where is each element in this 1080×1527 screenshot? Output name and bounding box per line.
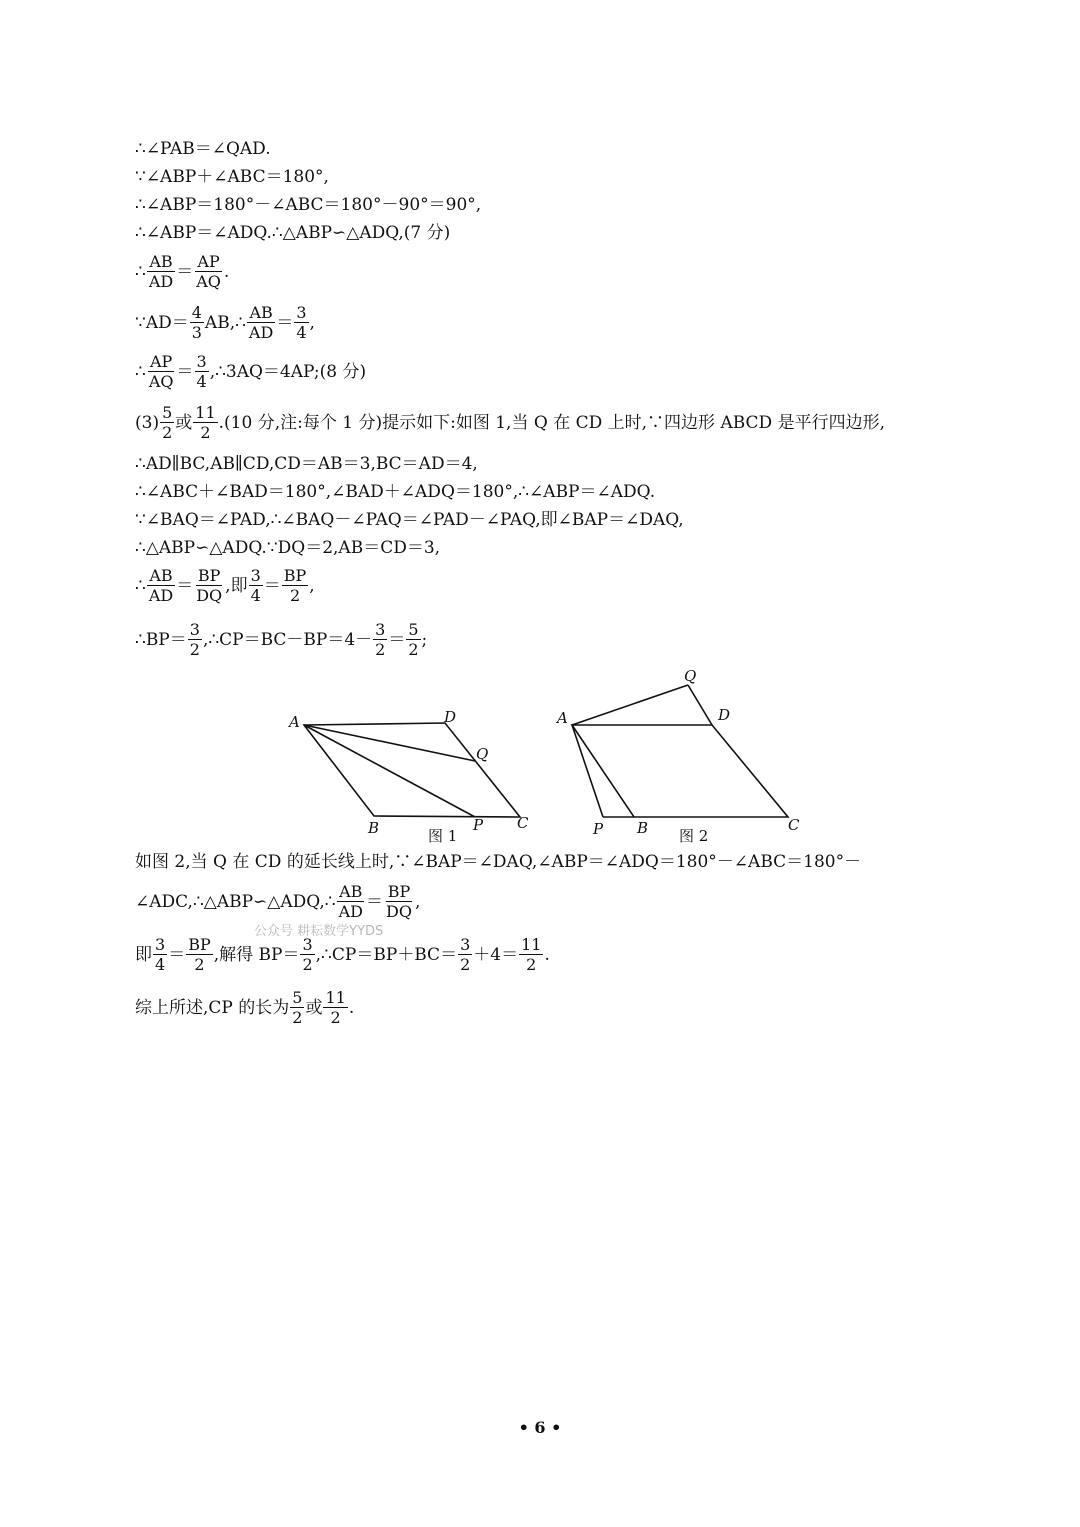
fraction: $\frac{3}{2}$: [189, 620, 200, 659]
solution-line-5: ∴ $\frac{AB}{AD}$ ＝ $\frac{AP}{AQ}$ .: [135, 252, 230, 291]
geometry-figures: [280, 662, 840, 852]
fig1-caption: 图 1: [428, 827, 458, 845]
figure-1-lines: [304, 723, 520, 817]
fig2-label-a: A: [557, 709, 568, 727]
fraction: $\frac{BP}{DQ}$: [196, 566, 223, 605]
fig1-label-q: Q: [476, 745, 489, 763]
fraction: $\frac{3}{2}$: [375, 620, 386, 659]
fraction: $\frac{3}{4}$: [196, 352, 207, 391]
fraction: $\frac{BP}{2}$: [283, 566, 307, 605]
solution-line-9: ∴AD∥BC,AB∥CD,CD＝AB＝3,BC＝AD＝4,: [135, 454, 478, 474]
fraction: $\frac{5}{2}$: [162, 403, 173, 442]
fig1-label-p: P: [473, 816, 484, 834]
fraction: $\frac{11}{2}$: [521, 935, 542, 974]
fraction: $\frac{AB}{AD}$: [338, 882, 363, 921]
solution-line-6: ∵AD＝ $\frac{4}{3}$ AB,∴ $\frac{AB}{AD}$ ＝ $\frac{3}{4}$ ,: [135, 303, 315, 342]
fraction: $\frac{3}{4}$: [250, 566, 261, 605]
solution-line-4: ∴∠ABP＝∠ADQ.∴△ABP∽△ADQ,(7 分): [135, 223, 451, 243]
page-number: • 6 •: [518, 1418, 562, 1437]
fraction: $\frac{11}{2}$: [325, 988, 346, 1027]
fig1-parallelogram-abcd: [304, 723, 520, 817]
solution-line-11: ∵∠BAQ＝∠PAD,∴∠BAQ－∠PAQ＝∠PAD－∠PAQ,即∠BAP＝∠DAQ,: [135, 510, 684, 530]
fraction: $\frac{BP}{DQ}$: [385, 882, 412, 921]
solution-line-14: ∴BP＝ $\frac{3}{2}$ ,∴CP＝BC－BP＝4－ $\frac{3}{2}$ ＝ $\frac{5}{2}$ ;: [135, 620, 428, 659]
fig1-segment-aq: [304, 725, 475, 761]
solution-line-2: ∵∠ABP＋∠ABC＝180°,: [135, 167, 329, 187]
fig2-label-b: B: [637, 819, 649, 837]
solution-line-13: ∴ $\frac{AB}{AD}$ ＝ $\frac{BP}{DQ}$ ,即 $\frac{3}{4}$ ＝ $\frac{BP}{2}$ ,: [135, 566, 315, 605]
fig2-caption: 图 2: [679, 827, 709, 845]
fig2-label-p: P: [593, 820, 604, 838]
figure-2-lines: [572, 685, 788, 817]
fraction: $\frac{AB}{AD}$: [148, 252, 174, 291]
solution-line-12: ∴△ABP∽△ADQ.∵DQ＝2,AB＝CD＝3,: [135, 538, 441, 558]
fraction: $\frac{AP}{AQ}$: [148, 352, 174, 391]
figure-2-labels: [555, 667, 800, 845]
fraction: $\frac{BP}{2}$: [188, 935, 211, 974]
fig2-label-c: C: [788, 816, 800, 834]
fraction: $\frac{AP}{AQ}$: [196, 252, 221, 291]
fig2-parallelogram-abcd: [572, 725, 788, 817]
solution-line-3: ∴∠ABP＝180°－∠ABC＝180°－90°＝90°,: [135, 195, 482, 215]
fig1-label-a: A: [289, 713, 300, 731]
fig1-label-c: C: [517, 814, 529, 832]
solution-line-10: ∴∠ABC＋∠BAD＝180°,∠BAD＋∠ADQ＝180°,∴∠ABP＝∠ADQ.: [135, 482, 656, 502]
fraction: $\frac{AB}{AD}$: [148, 566, 174, 605]
solution-line-18: 综上所述,CP 的长为 $\frac{5}{2}$ 或 $\frac{11}{2}$ .: [135, 988, 355, 1027]
fraction: $\frac{5}{2}$: [292, 988, 303, 1027]
fraction: $\frac{5}{2}$: [408, 620, 419, 659]
fraction: $\frac{3}{2}$: [302, 935, 313, 974]
fig2-label-d: D: [718, 706, 731, 724]
fraction: $\frac{4}{3}$: [191, 303, 202, 342]
fig1-label-b: B: [368, 819, 380, 837]
parallelogram-diagrams: [280, 662, 840, 852]
solution-line-8: (3) $\frac{5}{2}$ 或 $\frac{11}{2}$ .(10 分,注:每个 1 分)提示如下:如图 1,当 Q 在 CD 上时,∵四边形 ABCD 是平行四边形,: [135, 403, 885, 442]
solution-line-16: ∠ADC,∴△ABP∽△ADQ,∴ $\frac{AB}{AD}$ ＝ $\frac{BP}{DQ}$ ,: [135, 882, 421, 921]
watermark: 公众号 耕耘数学YYDS: [254, 924, 384, 939]
fraction: $\frac{AB}{AD}$: [248, 303, 274, 342]
fraction: $\frac{11}{2}$: [195, 403, 216, 442]
fig1-label-d: D: [444, 708, 457, 726]
solution-line-7: ∴ $\frac{AP}{AQ}$ ＝ $\frac{3}{4}$ ,∴3AQ＝4AP;(8 分): [135, 352, 367, 391]
solution-line-15: 如图 2,当 Q 在 CD 的延长线上时,∵∠BAP＝∠DAQ,∠ABP＝∠ADQ＝180°－∠ABC＝180°－: [135, 852, 862, 872]
fraction: $\frac{3}{4}$: [296, 303, 307, 342]
fig2-segment-aq: [572, 685, 688, 725]
solution-line-1: ∴∠PAB＝∠QAD.: [135, 139, 271, 159]
fig2-label-q: Q: [684, 667, 697, 685]
fraction: $\frac{3}{2}$: [460, 935, 471, 974]
solution-line-17: 即 $\frac{3}{4}$ ＝ $\frac{BP}{2}$ ,解得 BP＝ $\frac{3}{2}$ ,∴CP＝BP＋BC＝ $\frac{3}{2}$ ＋4＝ $\frac{11}{2}$ .: [135, 935, 550, 974]
fig1-segment-ap: [304, 725, 475, 817]
fig2-segment-qd: [688, 685, 712, 725]
fig2-segment-ap: [572, 725, 603, 817]
fraction: $\frac{3}{4}$: [155, 935, 166, 974]
